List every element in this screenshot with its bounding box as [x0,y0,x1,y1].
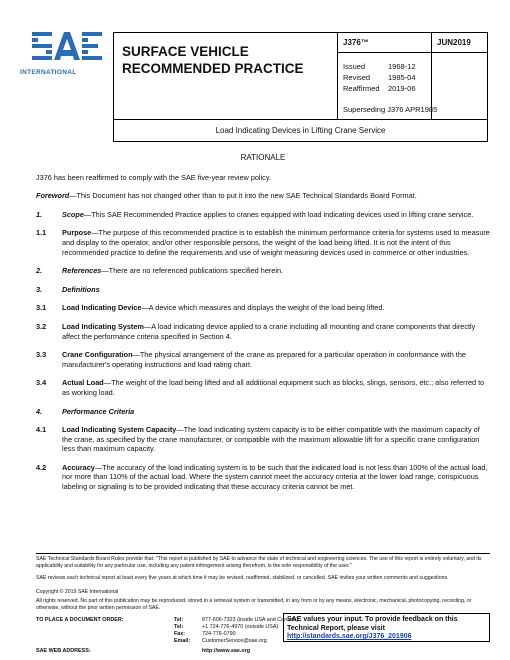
section-number: 4.2 [36,462,47,472]
section-3-1 [36,303,490,313]
tel-outside-label: Tel: [174,624,184,630]
section-text: —The physical arrangement of the crane as prepared for a particular operation in conformance with the manufacturer's operating instructions and load rating chart. [62,350,466,369]
footer-divider [36,553,490,554]
tel-inside: 877-606-7323 (inside USA and Canada) [202,617,298,623]
title-line-1: SURFACE VEHICLE [122,44,249,59]
order-label: TO PLACE A DOCUMENT ORDER: [36,617,124,623]
web-address[interactable]: http://www.sae.org [202,648,251,654]
section-number: 1.1 [36,228,47,238]
superseding-note: Superseding J376 APR1985 [343,105,438,114]
document-type [122,43,304,77]
section-label: Load Indicating System Capacity [62,425,177,435]
title-line-2: RECOMMENDED PRACTICE [122,61,304,76]
section-number: 3. [36,284,43,294]
document-subject: Load Indicating Devices in Lifting Crane Service [215,126,386,135]
section-label: Actual Load [62,378,104,388]
section-label: Definitions [62,284,100,294]
document-date-box [431,32,488,120]
section-text: —The purpose of this recommended practice is to establish the minimum performance criteria for systems used to measure and display to the operator, and/or other responsible persons, the weight of the load being lifted. It is not the intent of this recommended practice to define the requirements and use of weight measuring devices used in commerce or other industries. [62,228,490,257]
meta-labels [343,61,380,94]
footer-rights: All rights reserved. No part of this publication may be reproduced, stored in a retrieval system or transmitted, in any form or by any means, electronic, mechanical, photocopying, recording, or otherwise, without the prior written permission of SAE. [36,598,472,611]
section-label: Scope [62,209,84,219]
subject-box [113,120,488,142]
fax-number: 724-776-0790 [202,631,236,637]
issued-value: 1968-12 [388,62,416,71]
footer-disclaimer: SAE Technical Standards Board Rules provide that: "This report is published by SAE to advance the state of technical and engineering sciences. The use of this report is entirely voluntary, and its applicability and suitability for any particular use, including any patent infringement arising therefrom, is the sole responsibility of the user." [36,556,482,569]
web-label: SAE WEB ADDRESS: [36,648,91,654]
tel-label: Tel: [174,617,184,623]
section-number: 3.2 [36,321,47,331]
email-label: Email: [174,638,191,644]
footer-copyright: Copyright © 2019 SAE International [36,589,119,595]
section-text: —A load indicating device applied to a crane including all mounting and crane components that directly affect the performance criteria specified in Section 4. [62,321,476,341]
feedback-box [283,613,490,642]
section-label: Load Indicating System [62,321,144,331]
section-3 [36,285,490,295]
document-body [36,153,490,501]
reaffirmed-label: Reaffirmed [343,84,380,93]
section-text: —The accuracy of the load indicating system is to be such that the indicated load is not less than 100% of the actual load, nor more than 110% of the actual load. Where the system cannot meet the accuracy criteria at the lower load range, conspicuous labeling or signaling is to be provided indicating that these accuracy criteria cannot be met. [62,462,488,492]
fax-label: Fax: [174,631,186,637]
foreword-paragraph [36,191,490,201]
section-1 [36,210,490,220]
section-text: —This SAE Recommended Practice applies to cranes equipped with load indicating devices used in lifting crane service. [83,209,474,219]
section-3-2 [36,322,490,341]
email-address[interactable]: CustomerService@sae.org [202,638,267,644]
document-meta-box [337,32,438,120]
section-label: References [62,266,102,276]
section-number: 3.3 [36,350,47,360]
logo-subtitle: INTERNATIONAL [20,69,77,76]
section-label: Purpose [62,228,92,238]
section-3-3 [36,350,490,369]
revised-label: Revised [343,73,371,82]
tel-outside: +1 724-776-4970 (outside USA) [202,624,279,630]
meta-values [388,61,416,94]
section-number: 1. [36,209,43,219]
revised-value: 1985-04 [388,73,416,82]
section-3-4 [36,378,490,397]
section-text: —The weight of the load being lifted and all additional equipment such as blocks, slings, sensors, etc.; also referred to as working load. [62,378,485,397]
reaffirmed-value: 2019-06 [388,84,416,93]
section-label: Load Indicating Device [62,303,142,313]
section-4 [36,407,490,417]
section-label: Accuracy [62,462,95,472]
section-2 [36,266,490,276]
rationale-text: J376 has been reaffirmed to comply with the SAE five-year review policy. [36,172,271,182]
section-text: —The load indicating system capacity is to be either compatible with the maximum capacity of the crane, as specified by the crane manufacturer, or compatible with the maximum allowable lift for a specific crane configuration less than maximum capacity. [62,425,480,454]
section-text: —There are no referenced publications specified herein. [101,266,284,276]
rationale-heading: RATIONALE [240,153,286,162]
section-number: 3.1 [36,303,47,313]
section-number: 4.1 [36,425,47,435]
section-text: —A device which measures and displays the weight of the load being lifted. [141,303,385,313]
feedback-line-2: Technical Report, please visit [287,624,385,632]
feedback-link[interactable]: http://standards.sae.org/J376_201906 [287,633,412,640]
feedback-line-1: SAE values your input. To provide feedback on this [287,616,458,623]
footer-review-note: SAE reviews each technical report at least every five years at which time it may be revised, reaffirmed, stabilized, or cancelled. SAE invites your written comments and suggestions. [36,575,449,581]
section-number: 3.4 [36,378,47,388]
section-label: Performance Criteria [62,406,135,416]
section-label: Crane Configuration [62,350,133,360]
doc-number: J376™ [343,38,369,47]
foreword-label: Foreword [36,191,70,201]
sae-logo-mark [30,30,105,70]
section-number: 4. [36,406,43,416]
issued-label: Issued [343,62,366,71]
section-number: 2. [36,266,43,276]
section-4-2 [36,463,490,492]
section-4-1 [36,425,490,454]
document-type-box [113,32,337,120]
foreword-text: —This Document has not changed other than to put it into the new SAE Technical Standards Board Format. [69,191,417,201]
section-1-1 [36,228,490,257]
doc-date: JUN2019 [437,38,471,47]
